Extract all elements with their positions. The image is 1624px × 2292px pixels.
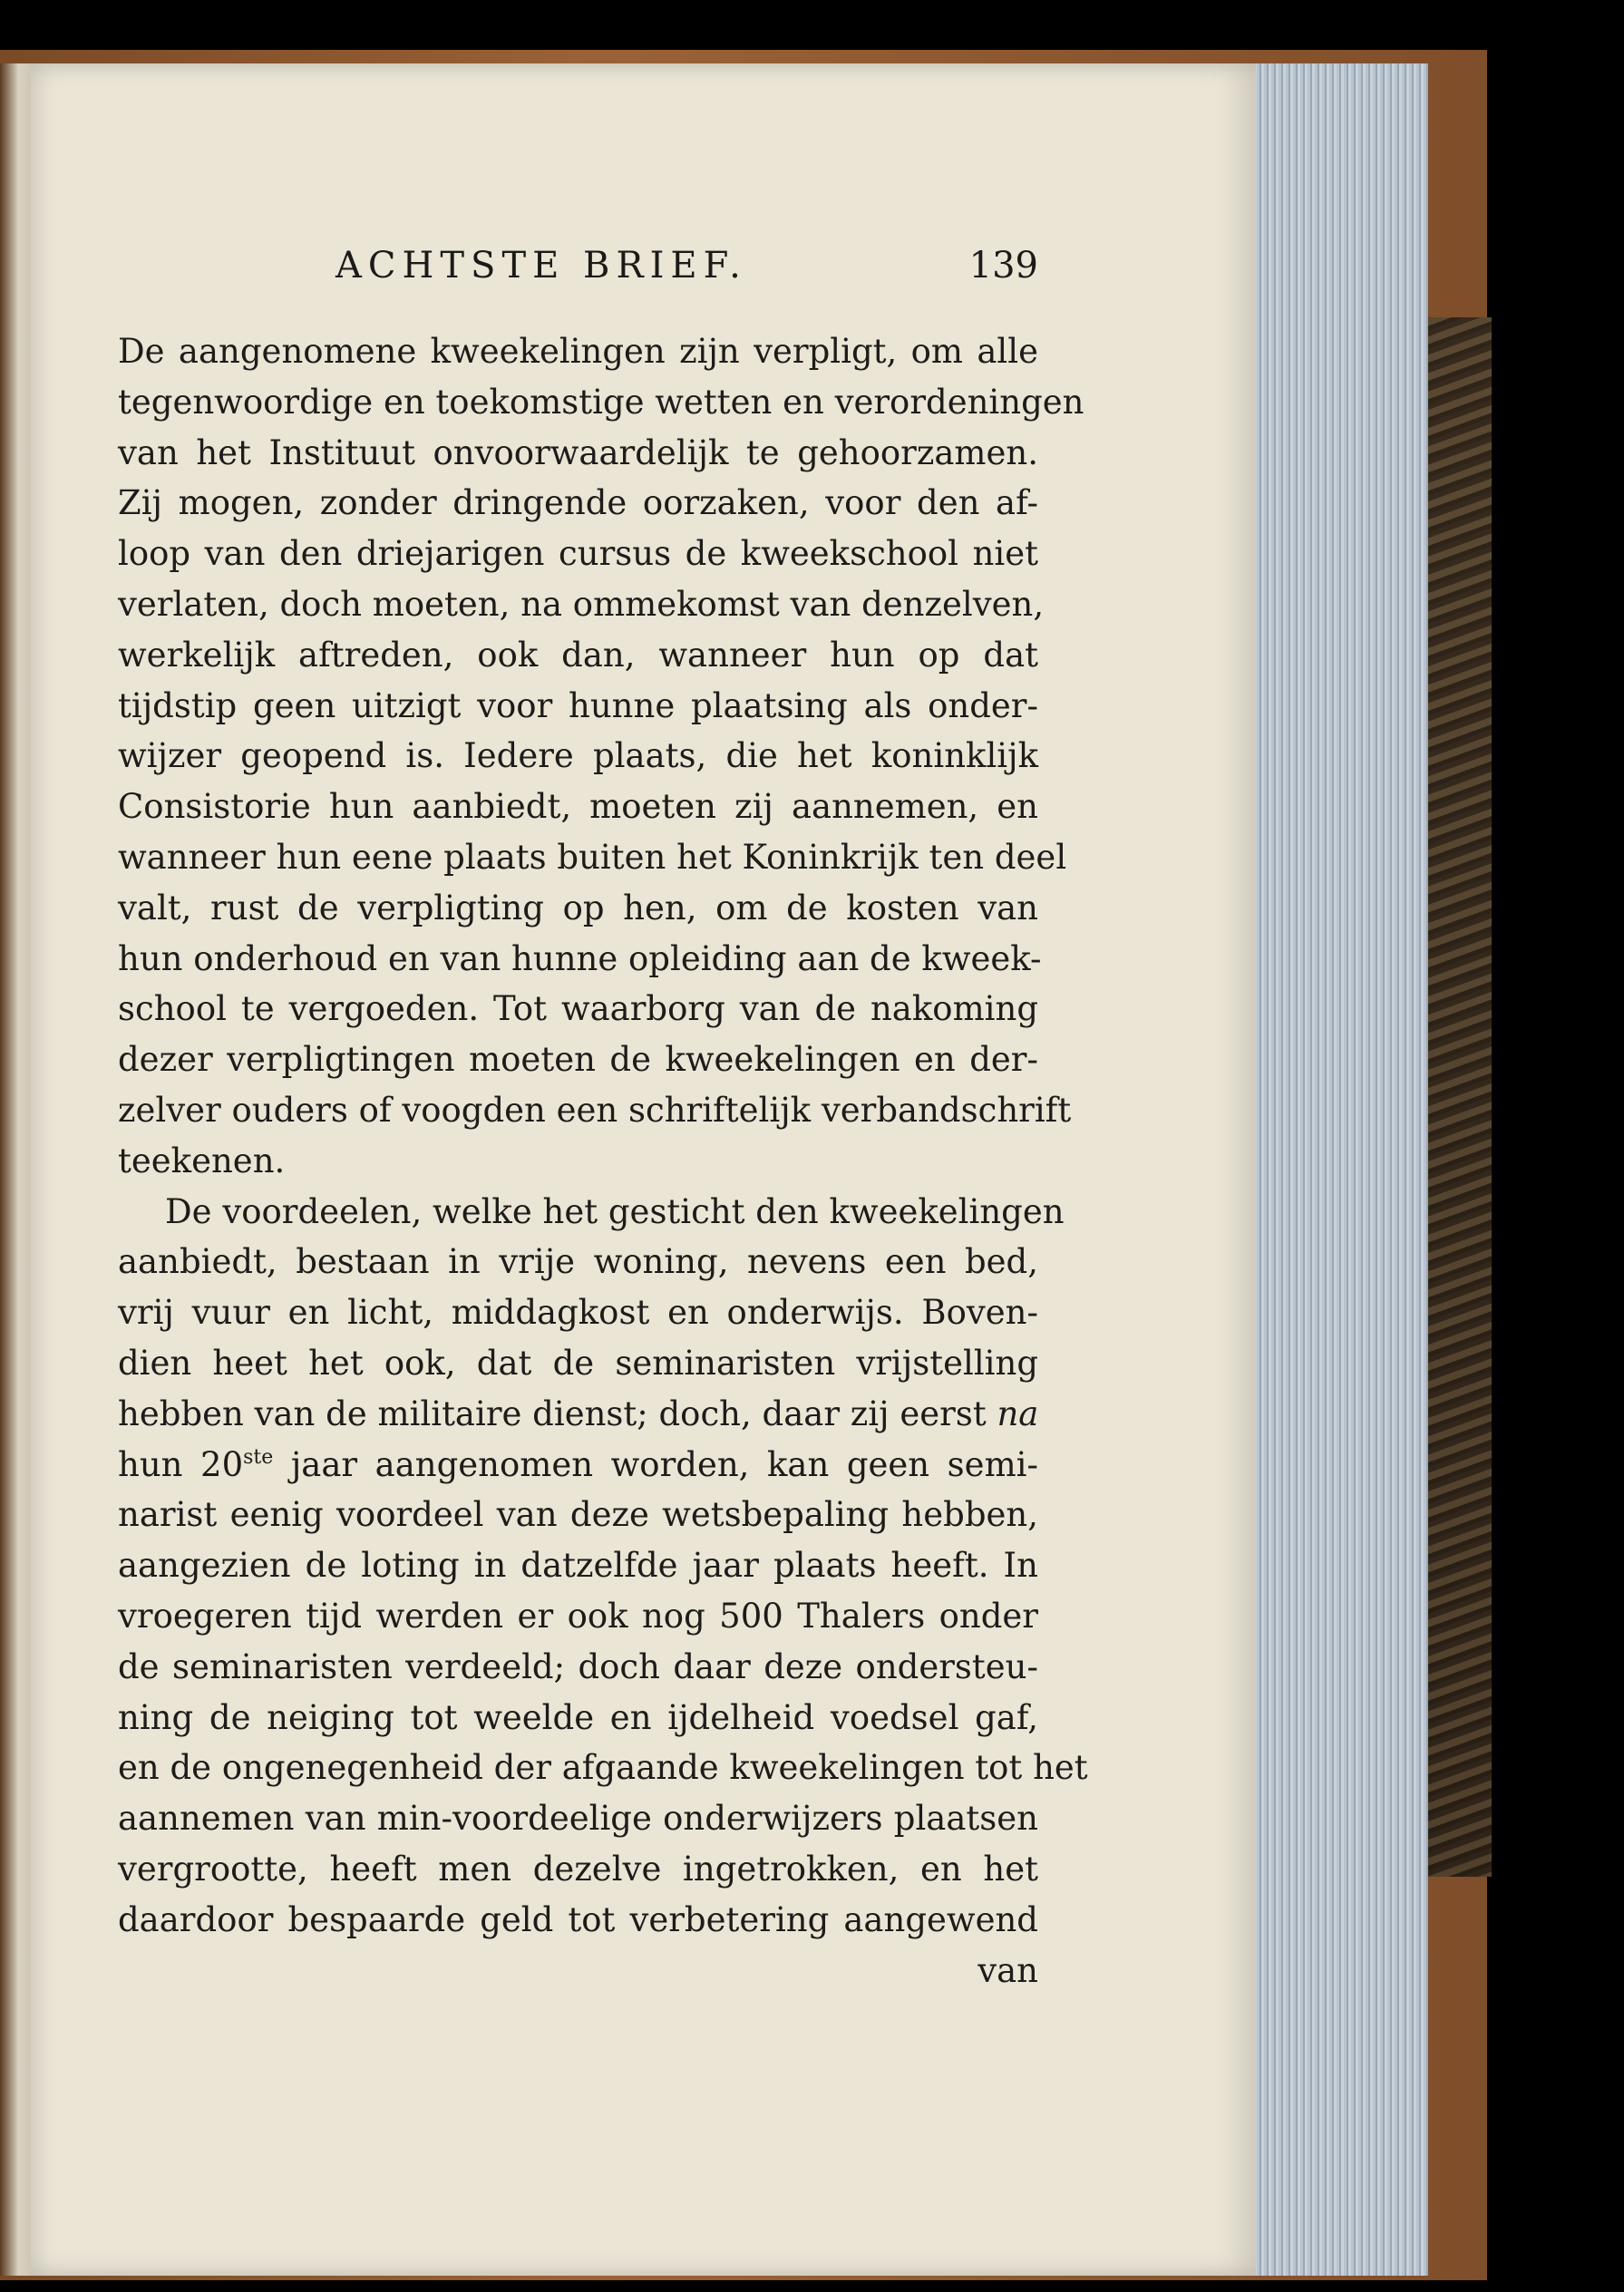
text-line: vroegeren tijd werden er ook nog 500 Thalers onder xyxy=(118,1596,1038,1636)
text-line: aangezien de loting in datzelfde jaar plaats heeft. In xyxy=(118,1546,1038,1586)
text-line: wanneer hun eene plaats buiten het Koninkrijk ten deel xyxy=(118,837,1067,877)
text-line: van het Instituut onvoorwaardelijk te gehoorzamen. xyxy=(118,432,1038,472)
text-line: aanbiedt, bestaan in vrije woning, nevens een bed, xyxy=(118,1242,1038,1282)
text-line: ning de neiging tot weelde en ijdelheid voedsel gaf, xyxy=(118,1697,1038,1737)
superscript: ste xyxy=(243,1445,274,1469)
text-line: vergrootte, heeft men dezelve ingetrokken, en het xyxy=(118,1849,1038,1889)
text-line xyxy=(118,1389,1038,1440)
text-line: Zij mogen, zonder dringende oorzaken, voor den af- xyxy=(118,483,1038,523)
text-line: wijzer geopend is. Iedere plaats, die het koninklijk xyxy=(118,736,1038,776)
facing-page-edge xyxy=(0,63,31,2276)
running-head-title: ACHTSTE BRIEF. xyxy=(335,245,747,286)
running-head xyxy=(118,245,1038,299)
page-edges xyxy=(1242,63,1428,2276)
text-line: teekenen. xyxy=(118,1141,286,1180)
text-line: loop van den driejarigen cursus de kweekschool niet xyxy=(118,534,1038,574)
text-line: tijdstip geen uitzigt voor hunne plaatsing als onder- xyxy=(118,685,1038,725)
body-text xyxy=(118,326,1088,1996)
text-line: dien heet het ook, dat de seminaristen vrijstelling xyxy=(118,1343,1038,1383)
text-line xyxy=(118,1440,1038,1491)
text-segment: hebben van de militaire dienst; doch, daar zij eerst xyxy=(118,1394,987,1433)
text-line: werkelijk aftreden, ook dan, wanneer hun op dat xyxy=(118,635,1038,675)
text-line: valt, rust de verpligting op hen, om de kosten van xyxy=(118,888,1038,927)
text-segment: hun 20 xyxy=(118,1444,244,1484)
text-line: Consistorie hun aanbiedt, moeten zij aannemen, en xyxy=(118,787,1038,827)
text-line: daardoor bespaarde geld tot verbetering aangewend xyxy=(118,1899,1038,1939)
text-line: verlaten, doch moeten, na ommekomst van denzelven, xyxy=(118,584,1045,624)
text-line: tegenwoordige en toekomstige wetten en verordeningen xyxy=(118,382,1084,422)
text-line: en de ongenegenheid der afgaande kweekelingen tot het xyxy=(118,1748,1088,1788)
text-line: hun onderhoud en van hunne opleiding aan de kweek- xyxy=(118,938,1042,978)
text-segment: jaar aangenomen worden, kan geen semi- xyxy=(273,1444,1038,1484)
catchword: van xyxy=(977,1950,1038,1990)
text-line: De aangenomene kweekelingen zijn verpligt, om alle xyxy=(118,332,1038,371)
text-line: de seminaristen verdeeld; doch daar deze ondersteu- xyxy=(118,1646,1038,1686)
page-number: 139 xyxy=(968,245,1038,286)
text-line: aannemen van min-voordeelige onderwijzers plaatsen xyxy=(118,1799,1038,1839)
text-line: narist eenig voordeel van deze wetsbepaling hebben, xyxy=(118,1495,1038,1535)
text-line: vrij vuur en licht, middagkost en onderwijs. Boven- xyxy=(118,1293,1038,1333)
italic-word: na xyxy=(997,1394,1039,1433)
text-line: zelver ouders of voogden een schriftelijk verbandschrift xyxy=(118,1090,1072,1130)
text-line: school te vergoeden. Tot waarborg van de nakoming xyxy=(118,989,1038,1029)
text-line: dezer verpligtingen moeten de kweekelingen en der- xyxy=(118,1040,1038,1080)
text-line: De voordeelen, welke het gesticht den kweekelingen xyxy=(165,1191,1065,1231)
